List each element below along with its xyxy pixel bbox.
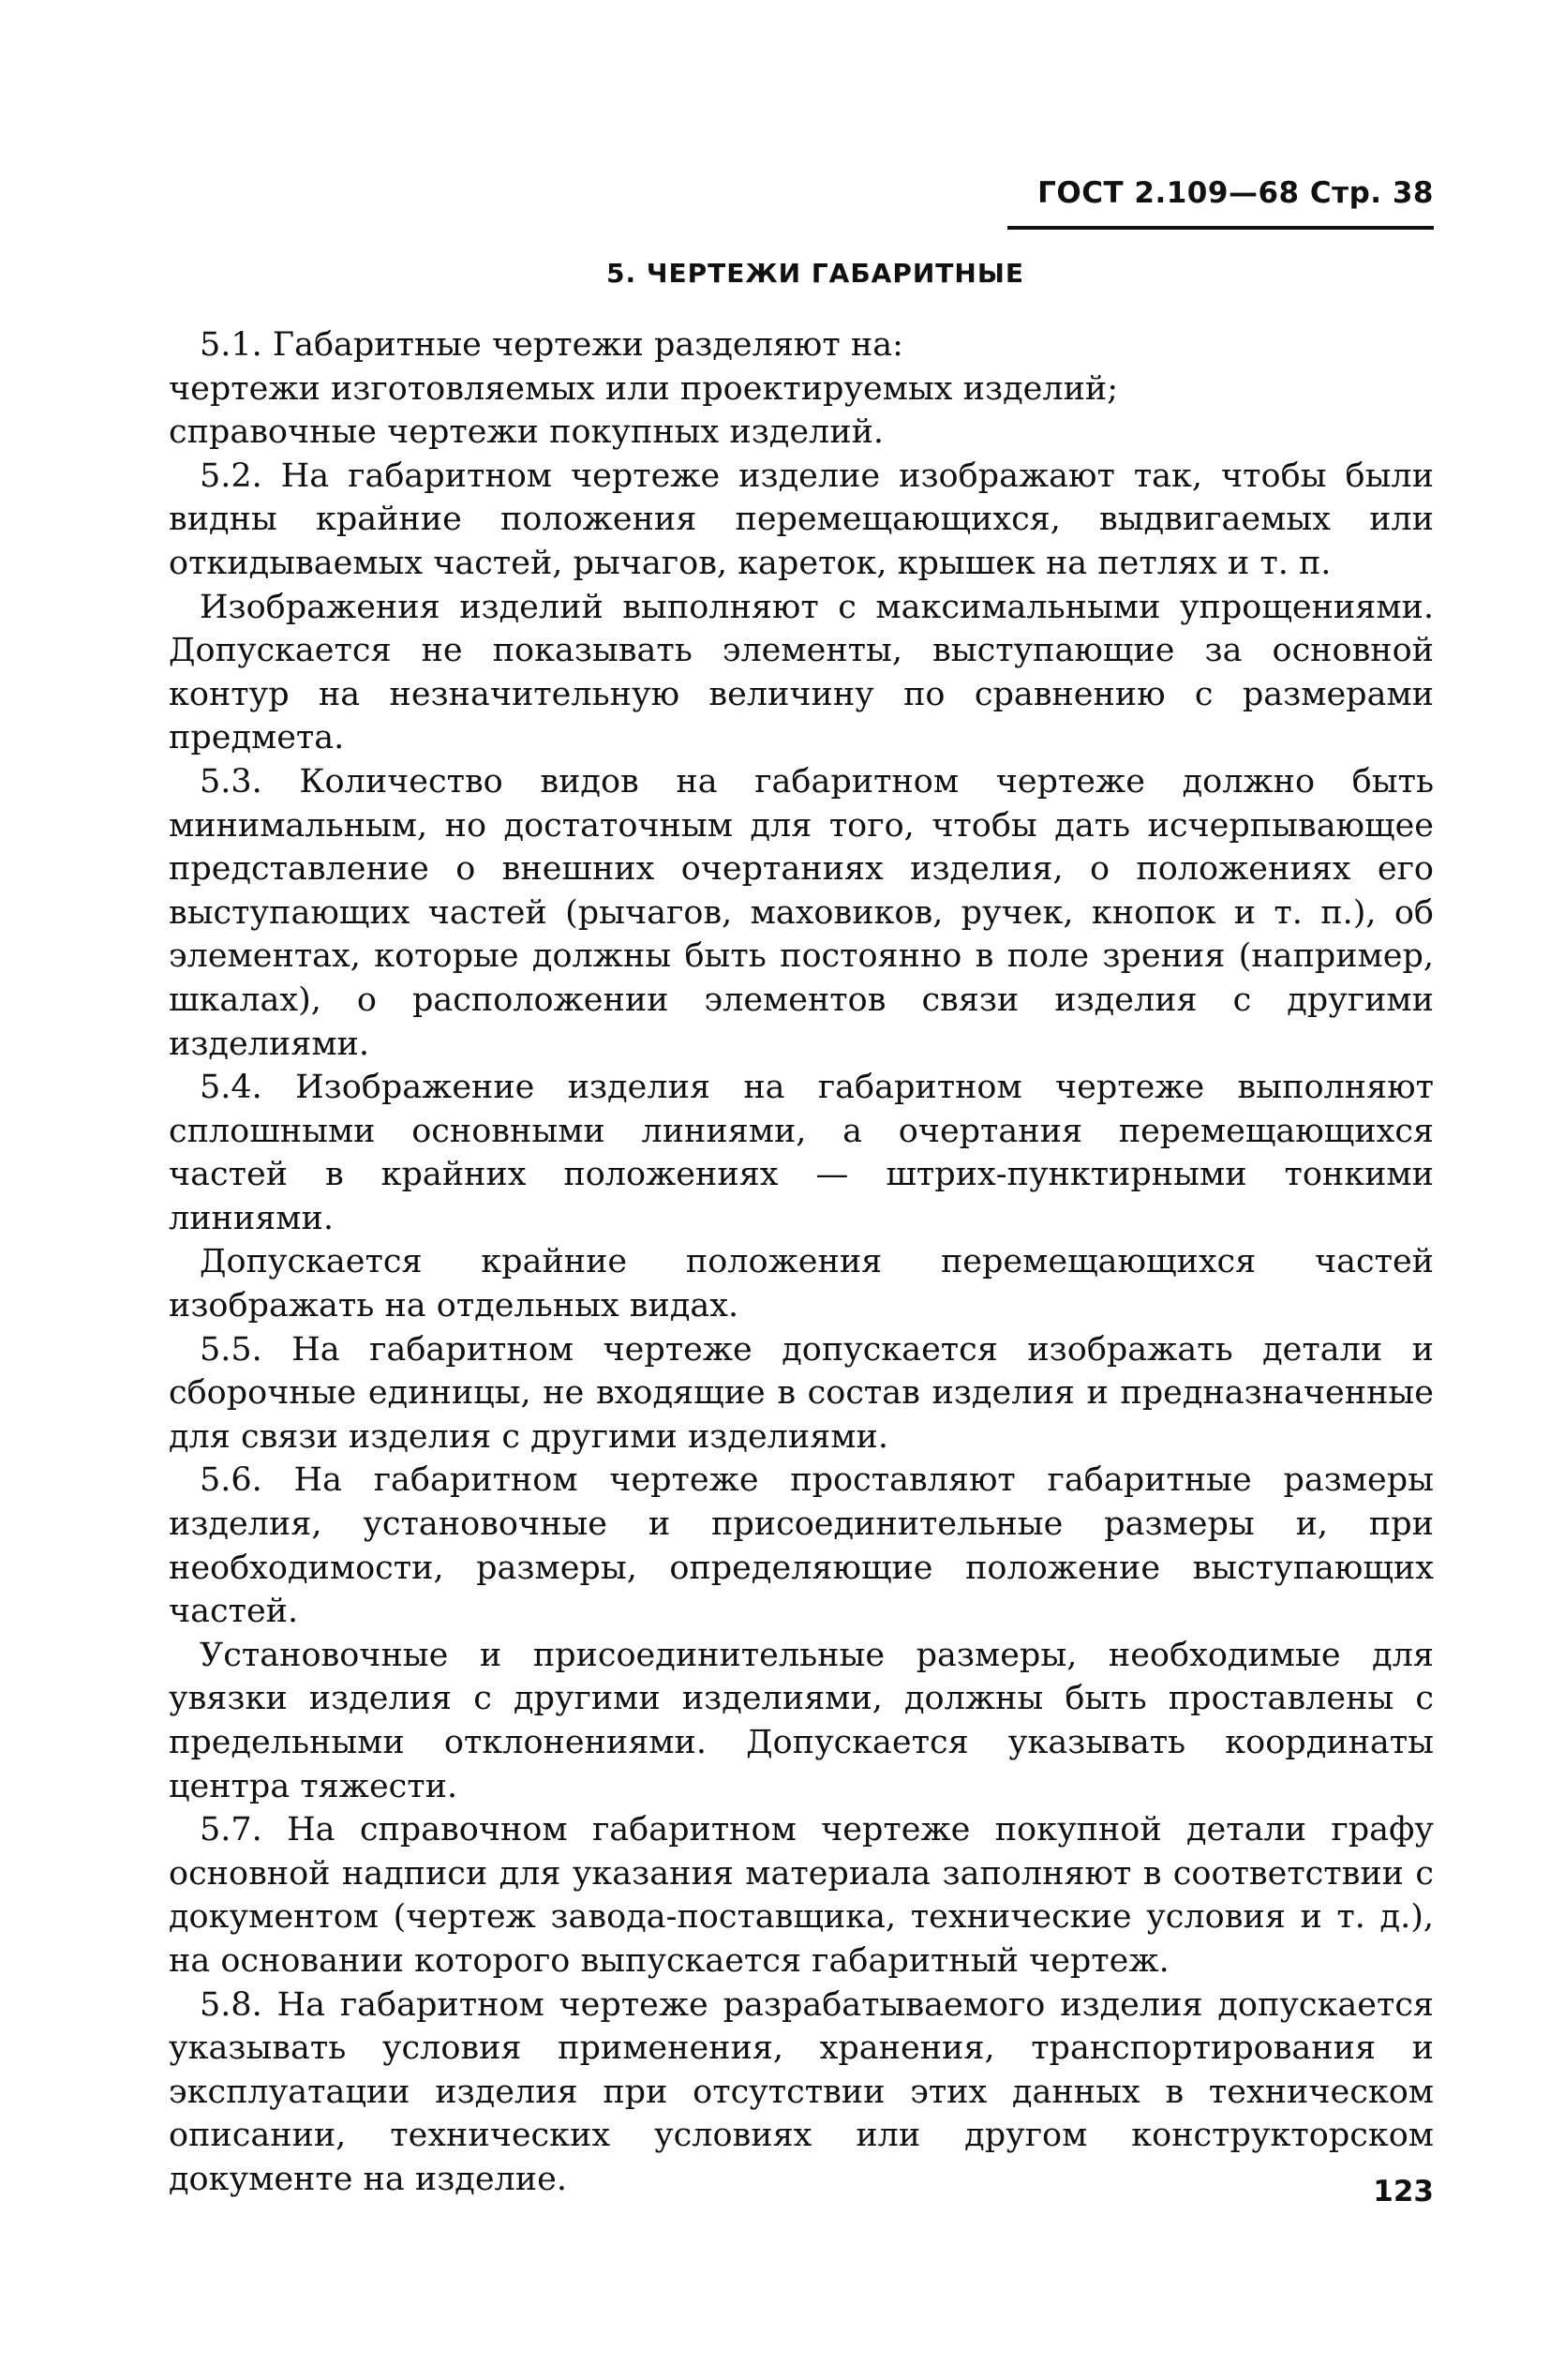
page-number: 123 [1373, 2175, 1434, 2208]
paragraph: Изображения изделий выполняют с максимальными упрощениями. Допускается не показывать элементы, выступающие за основной контур на незначительную величину по сравнению с размерами предмета. [169, 588, 1434, 757]
paragraph: Допускается крайние положения перемещающихся частей изображать на отдельных видах. [169, 1243, 1434, 1325]
page-header [1007, 172, 1434, 230]
paragraph-5-3: 5.3. Количество видов на габаритном чертеже должно быть минимальным, но достаточным для того, чтобы дать исчерпывающее представление о внешних очертаниях изделия, о положениях его выступающих частей (рычагов, маховиков, ручек, кнопок и т. п.), об элементах, которые должны быть постоянно в поле зрения (например, шкалах), о расположении элементов связи изделия с другими изделиями. [169, 762, 1434, 1063]
body-text [169, 323, 1434, 2202]
paragraph-5-8: 5.8. На габаритном чертеже разрабатываемого изделия допускается указывать условия применения, хранения, транспортирования и эксплуатации изделия при отсутствии этих данных в техническом описании, технических условиях или другом конструкторском документе на изделие. [169, 1985, 1434, 2198]
paragraph-5-2: 5.2. На габаритном чертеже изделие изображают так, чтобы были видны крайние положения перемещающихся, выдвигаемых или откидываемых частей, рычагов, кареток, крышек на петлях и т. п. [169, 457, 1434, 582]
list-item: чертежи изготовляемых или проектируемых изделий; [169, 369, 1119, 408]
paragraph-5-5: 5.5. На габаритном чертеже допускается изображать детали и сборочные единицы, не входящие в состав изделия и предназначенные для связи изделия с другими изделиями. [169, 1330, 1434, 1456]
paragraph-5-4: 5.4. Изображение изделия на габаритном чертеже выполняют сплошными основными линиями, а очертания перемещающихся частей в крайних положениях — штрих-пунктирными тонкими линиями. [169, 1069, 1434, 1237]
list-item: справочные чертежи покупных изделий. [169, 413, 885, 452]
paragraph: Установочные и присоединительные размеры, необходимые для увязки изделия с другими изделиями, должны быть проставлены с предельными отклонениями. Допускается указывать координаты центра тяжести. [169, 1636, 1434, 1805]
paragraph-5-6: 5.6. На габаритном чертеже проставляют габаритные размеры изделия, установочные и присоединительные размеры и, при необходимости, размеры, определяющие положение выступающих частей. [169, 1461, 1434, 1631]
document-reference: ГОСТ 2.109—68 Стр. 38 [1037, 176, 1434, 210]
paragraph-5-1: 5.1. Габаритные чертежи разделяют на: [200, 326, 903, 364]
paragraph-5-7: 5.7. На справочном габаритном чертеже покупной детали графу основной надписи для указания материала заполняют в соответствии с документом (чертеж завода-поставщика, технические условия и т. д.), на основании которого выпускается габаритный чертеж. [169, 1811, 1434, 1980]
section-title: 5. ЧЕРТЕЖИ ГАБАРИТНЫЕ [606, 258, 1024, 289]
